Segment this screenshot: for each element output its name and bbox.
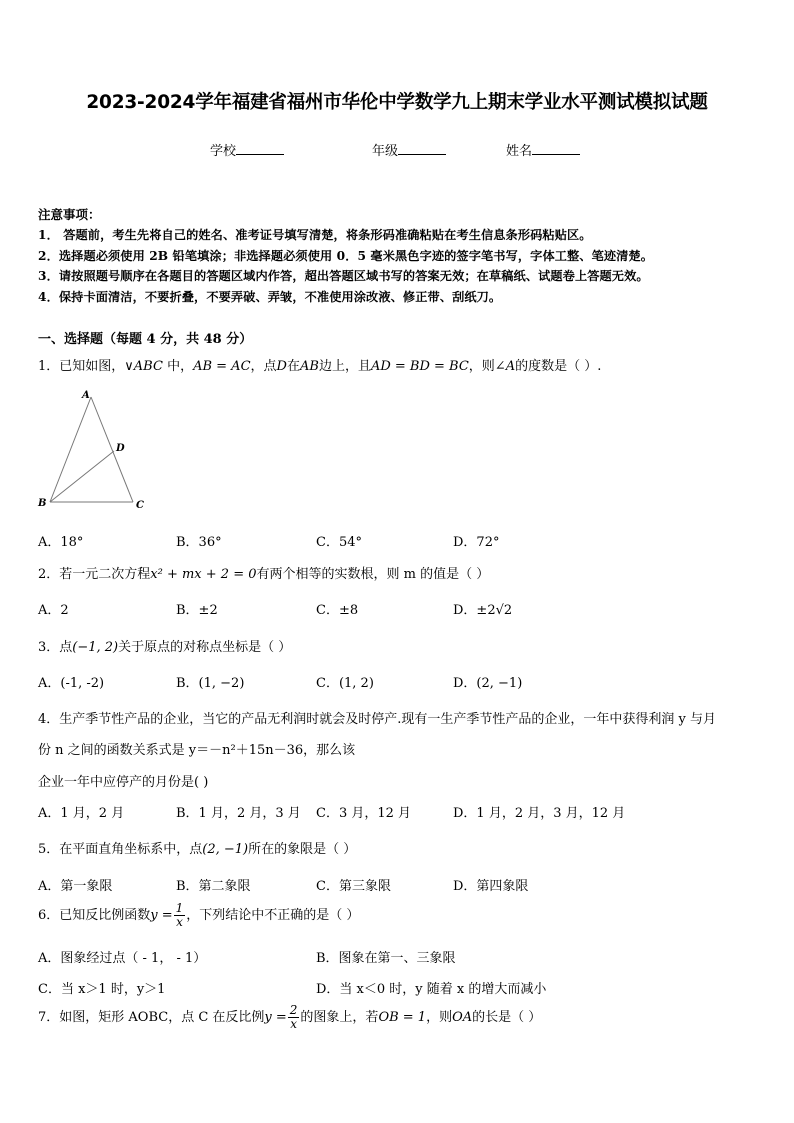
q5-option-c[interactable]: C．第三象限 <box>316 879 391 894</box>
q4-option-b[interactable]: B．1 月，2 月，3 月 <box>176 806 301 821</box>
q1-text: 中， <box>162 359 194 374</box>
q6-function: y = <box>150 908 173 923</box>
q7-text: 的长是（ ） <box>472 1010 542 1025</box>
label-c: C <box>136 500 144 511</box>
question-5 <box>38 838 356 857</box>
q6-option-a[interactable]: A．图象经过点（ - 1， - 1） <box>38 951 207 966</box>
grade-label: 年级 <box>372 144 399 159</box>
q7-text: 的图象上，若 <box>300 1010 379 1025</box>
question-6 <box>38 902 359 929</box>
q6-denominator: x <box>176 915 183 929</box>
q1-option-b[interactable]: B．36° <box>176 535 222 550</box>
side-ac <box>91 397 133 502</box>
q1-text: 边上，且 <box>318 359 371 374</box>
q5-option-d[interactable]: D．第四象限 <box>453 879 529 894</box>
q1-triangle: ∨ABC <box>124 359 163 374</box>
q1-option-a[interactable]: A．18° <box>38 535 84 550</box>
name-blank <box>532 142 580 155</box>
q1-text: 在 <box>286 359 300 374</box>
triangle-figure <box>30 385 160 515</box>
q6-option-d[interactable]: D．当 x＜0 时，y 随着 x 的增大而减小 <box>316 982 547 997</box>
q7-denominator: x <box>290 1017 297 1031</box>
q1-point: D <box>276 359 287 374</box>
grade-blank <box>398 142 446 155</box>
q3-option-a[interactable]: A．(-1, -2) <box>38 676 105 691</box>
q4-option-c[interactable]: C．3 月，12 月 <box>316 806 412 821</box>
q7-function: y = <box>264 1010 287 1025</box>
q7-text: 7．如图，矩形 AOBC，点 C 在反比例 <box>38 1010 265 1025</box>
page-title: 2023-2024学年福建省福州市华伦中学数学九上期末学业水平测试模拟试题 <box>86 92 708 113</box>
q2-option-a[interactable]: A．2 <box>38 603 69 618</box>
q2-option-c[interactable]: C．±8 <box>316 603 359 618</box>
label-a: A <box>82 390 90 401</box>
q1-text: 的度数是（ ）. <box>515 359 602 374</box>
question-4-line-2: 份 n 之间的函数关系式是 y＝－n²＋15n－36，那么该 <box>38 743 356 758</box>
note-item: 3．请按照题号顺序在各题目的答题区域内作答，超出答题区域书写的答案无效；在草稿纸、试题卷上答题无效。 <box>38 269 649 283</box>
q7-numerator: 2 <box>289 1003 298 1017</box>
q4-option-a[interactable]: A．1 月，2 月 <box>38 806 125 821</box>
q7-fraction <box>288 1004 300 1031</box>
grade-field <box>372 140 446 159</box>
question-7 <box>38 1004 541 1031</box>
q1-option-c[interactable]: C．54° <box>316 535 362 550</box>
note-item: 4．保持卡面清洁，不要折叠，不要弄破、弄皱，不准使用涂改液、修正带、刮纸刀。 <box>38 290 502 304</box>
q1-equation: AB = AC <box>193 359 251 374</box>
note-item: 2．选择题必须使用 2B 铅笔填涂；非选择题必须使用 0．5 毫米黑色字迹的签字笔书写，字体工整、笔迹清楚。 <box>38 249 654 263</box>
q1-text: 1．已知如图， <box>38 359 125 374</box>
q5-text: 5．在平面直角坐标系中，点 <box>38 842 203 857</box>
q7-segment: OA <box>452 1010 473 1025</box>
q2-text: 2．若一元二次方程 <box>38 567 151 582</box>
q6-numerator: 1 <box>175 901 184 915</box>
q3-option-d[interactable]: D．(2, −1) <box>453 676 523 691</box>
label-b: B <box>38 498 47 509</box>
section-heading: 一、选择题（每题 4 分，共 48 分） <box>38 332 253 347</box>
question-4-line-3: 企业一年中应停产的月份是( ) <box>38 775 209 790</box>
q1-text: ，点 <box>250 359 277 374</box>
q1-segment: AB <box>299 359 319 374</box>
q2-option-b[interactable]: B．±2 <box>176 603 218 618</box>
question-4-line-1: 4．生产季节性产品的企业，当它的产品无利润时就会及时停产.现有一生产季节性产品的企业，一年中获得利润 y 与月 <box>38 712 717 727</box>
q3-option-c[interactable]: C．(1, 2) <box>316 676 374 691</box>
q5-option-b[interactable]: B．第二象限 <box>176 879 251 894</box>
q1-text: ，则∠ <box>468 359 506 374</box>
q6-text: 6．已知反比例函数 <box>38 908 151 923</box>
q3-text: 关于原点的对称点坐标是（ ） <box>118 640 292 655</box>
q2-equation: x² + mx + 2 = 0 <box>150 567 257 582</box>
q3-text: 3．点 <box>38 640 73 655</box>
q7-text: ，则 <box>426 1010 453 1025</box>
question-3 <box>38 636 291 655</box>
note-item: 1． 答题前，考生先将自己的姓名、准考证号填写清楚，将条形码准确粘贴在考生信息条形码粘贴区。 <box>38 228 592 242</box>
question-1 <box>38 355 601 374</box>
q3-option-b[interactable]: B．(1, −2) <box>176 676 245 691</box>
q2-text: 有两个相等的实数根，则 m 的值是（ ） <box>256 567 490 582</box>
q2-option-d[interactable]: D．±2√2 <box>453 603 513 618</box>
q7-equation: OB = 1 <box>378 1010 427 1025</box>
q3-point: (−1, 2) <box>72 640 119 655</box>
notes-heading: 注意事项： <box>38 207 101 222</box>
q1-option-d[interactable]: D．72° <box>453 535 500 550</box>
q6-text: ，下列结论中不正确的是（ ） <box>186 908 360 923</box>
q4-option-d[interactable]: D．1 月，2 月，3 月，12 月 <box>453 806 626 821</box>
q6-fraction <box>174 902 186 929</box>
school-label: 学校 <box>210 144 237 159</box>
school-field <box>210 140 284 159</box>
q6-option-b[interactable]: B．图象在第一、三象限 <box>316 951 456 966</box>
name-field <box>506 140 580 159</box>
label-d: D <box>116 443 125 454</box>
q6-option-c[interactable]: C．当 x＞1 时，y＞1 <box>38 982 166 997</box>
q5-option-a[interactable]: A．第一象限 <box>38 879 113 894</box>
q5-point: (2, −1) <box>202 842 249 857</box>
school-blank <box>236 142 284 155</box>
q1-equation: AD = BD = BC <box>370 359 469 374</box>
question-2 <box>38 563 489 582</box>
q5-text: 所在的象限是（ ） <box>248 842 357 857</box>
q1-angle: A <box>505 359 516 374</box>
name-label: 姓名 <box>506 144 533 159</box>
